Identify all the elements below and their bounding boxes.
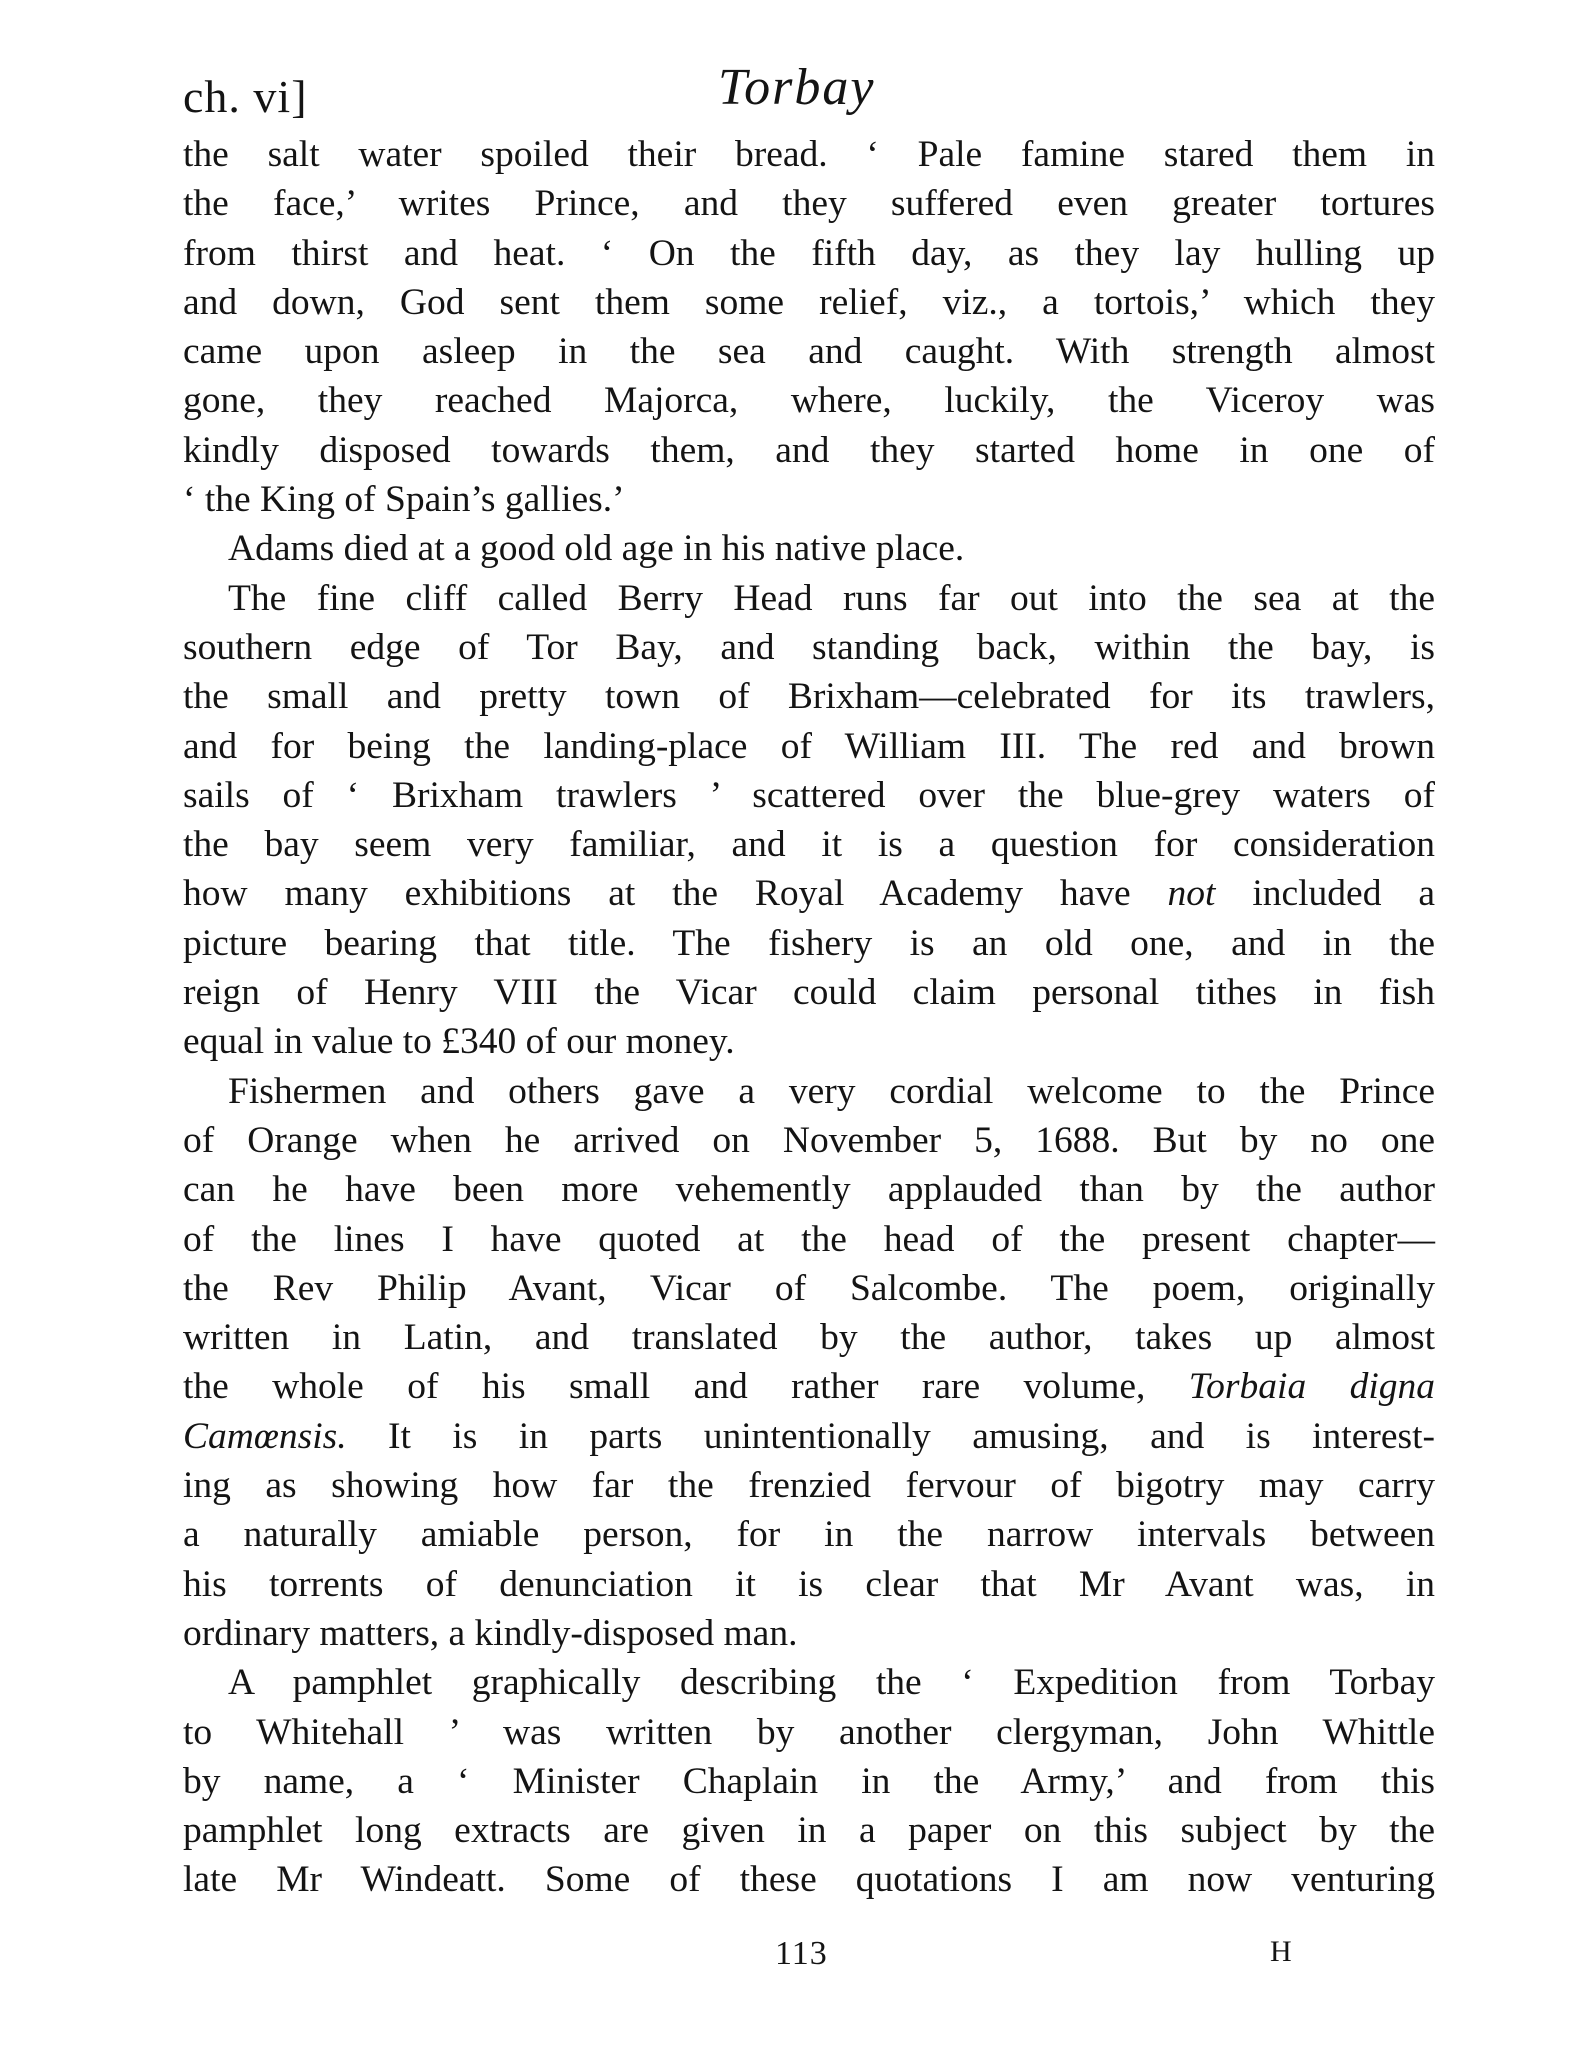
- text-line: a naturally amiable person, for in the narrow intervals between: [183, 1514, 1435, 1556]
- paragraph-5: [183, 1658, 1435, 1904]
- text-line: Adams died at a good old age in his native place.: [228, 528, 965, 570]
- page-number: 113: [775, 1935, 828, 1972]
- paragraph-4: [183, 1067, 1435, 1659]
- text-line: equal in value to £340 of our money.: [183, 1021, 735, 1063]
- text-line: southern edge of Tor Bay, and standing back, within the bay, is: [183, 626, 1435, 668]
- text-line: came upon asleep in the sea and caught. With strength almost: [183, 331, 1435, 373]
- text-line: the bay seem very familiar, and it is a question for consideration: [183, 824, 1435, 866]
- text-line: pamphlet long extracts are given in a paper on this subject by the: [183, 1810, 1435, 1852]
- signature-mark: H: [1270, 1935, 1292, 1968]
- text-line: to Whitehall ’ was written by another clergyman, John Whittle: [183, 1711, 1435, 1753]
- text-line: his torrents of denunciation it is clear that Mr Avant was, in: [183, 1563, 1435, 1605]
- running-head: [183, 52, 1433, 142]
- text-line: the salt water spoiled their bread. ‘ Pale famine stared them in: [183, 134, 1435, 175]
- text-line: sails of ‘ Brixham trawlers ’ scattered over the blue-grey waters of: [183, 774, 1435, 816]
- paragraph-3: [183, 574, 1435, 1067]
- text-line: reign of Henry VIII the Vicar could claim personal tithes in fish: [183, 972, 1435, 1014]
- text-line: kindly disposed towards them, and they started home in one of: [183, 429, 1435, 471]
- text-line: The fine cliff called Berry Head runs far out into the sea at the: [228, 577, 1435, 619]
- text-line: and down, God sent them some relief, viz., a tortois,’ which they: [183, 281, 1435, 323]
- text-line: written in Latin, and translated by the author, takes up almost: [183, 1317, 1435, 1359]
- text-line: ing as showing how far the frenzied fervour of bigotry may carry: [183, 1465, 1435, 1507]
- body-text: [183, 130, 1435, 1905]
- chapter-reference: ch. vi]: [183, 71, 308, 122]
- text-line: of the lines I have quoted at the head of the present chapter—: [183, 1218, 1435, 1260]
- text-line: A pamphlet graphically describing the ‘ Expedition from Torbay: [228, 1662, 1435, 1704]
- paragraph-2: [183, 524, 1435, 573]
- text-line: gone, they reached Majorca, where, luckily, the Viceroy was: [183, 380, 1435, 422]
- text-line: of Orange when he arrived on November 5, 1688. But by no one: [183, 1119, 1435, 1161]
- text-line: by name, a ‘ Minister Chaplain in the Army,’ and from this: [183, 1760, 1435, 1802]
- text-line: late Mr Windeatt. Some of these quotations I am now venturing: [183, 1859, 1435, 1901]
- running-title: Torbay: [718, 59, 876, 116]
- text-line: the whole of his small and rather rare volume, Torbaia digna: [183, 1366, 1435, 1408]
- text-line: Camœnsis. It is in parts unintentionally amusing, and is interest-: [183, 1415, 1435, 1457]
- text-line: can he have been more vehemently applauded than by the author: [183, 1169, 1435, 1211]
- text-line: the face,’ writes Prince, and they suffered even greater tortures: [183, 183, 1435, 225]
- text-line: and for being the landing-place of William III. The red and brown: [183, 725, 1435, 767]
- text-line: how many exhibitions at the Royal Academy have not included a: [183, 873, 1435, 915]
- text-line: picture bearing that title. The fishery is an old one, and in the: [183, 922, 1435, 964]
- text-line: the small and pretty town of Brixham—celebrated for its trawlers,: [183, 676, 1435, 718]
- text-line: the Rev Philip Avant, Vicar of Salcombe. The poem, originally: [183, 1267, 1435, 1309]
- text-line: ‘ the King of Spain’s gallies.’: [183, 479, 625, 521]
- text-line: ordinary matters, a kindly-disposed man.: [183, 1612, 798, 1654]
- text-line: Fishermen and others gave a very cordial welcome to the Prince: [228, 1070, 1435, 1112]
- text-line: from thirst and heat. ‘ On the fifth day, as they lay hulling up: [183, 232, 1435, 274]
- paragraph-1: [183, 130, 1435, 524]
